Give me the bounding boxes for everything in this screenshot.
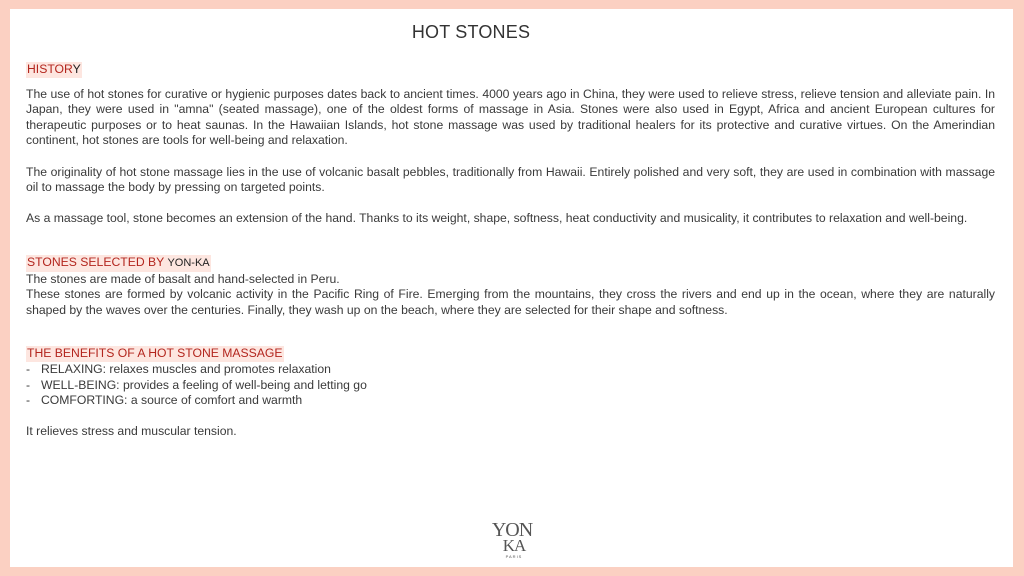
svg-text:YON: YON (491, 519, 533, 541)
benefits-heading: THE BENEFITS OF A HOT STONE MASSAGE (27, 346, 283, 361)
stones-line-2: These stones are formed by volcanic activity in the Pacific Ring of Fire. Emerging from the mountains, they cross the rivers and end up in the ocean, where they are naturally shaped by the waves over the centuries. Finally, they wash up on the beach, where they are selected for their shape and softness. (26, 287, 995, 317)
benefit-item-relaxing: - RELAXING: relaxes muscles and promotes relaxation (26, 362, 995, 378)
stones-heading-text: STONES SELECTED BY (27, 254, 168, 269)
benefit-item-comforting: - COMFORTING: a source of comfort and warmth (26, 393, 995, 409)
content (26, 62, 995, 440)
svg-text:PARIS: PARIS (505, 554, 523, 559)
history-heading-accent: Y (72, 62, 81, 76)
stones-heading (26, 255, 211, 272)
yonka-logo (487, 516, 537, 560)
history-paragraph-2: The originality of hot stone massage lies in the use of volcanic basalt pebbles, traditionally from Hawaii. Entirely polished and very soft, they are used in combination with massage oil to massage the body by pressing on targeted points. (26, 164, 995, 195)
history-paragraph-3: As a massage tool, stone becomes an extension of the hand. Thanks to its weight, shape, softness, heat conductivity and musicality, it contributes to relaxation and well-being. (26, 211, 968, 226)
history-heading-text: HISTOR (27, 62, 73, 76)
benefits-list (26, 362, 995, 409)
stones-line-1: The stones are made of basalt and hand-selected in Peru. (26, 271, 340, 286)
stones-heading-brand: YON-KA (167, 256, 210, 269)
history-paragraph-1: The use of hot stones for curative or hygienic purposes dates back to ancient times. 4000 years ago in China, they were used to relieve stress, relieve tension and alleviate pain. In Japan, they were used in "amna" (seated massage), one of the oldest forms of massage in Asia. Stones were also used in Egypt, Africa and ancient European cultures for therapeutic purposes or to heat saunas. In the Hawaiian Islands, hot stone massage was used by traditional healers for its protective and curative virtues. On the Amerindian continent, hot stones are tools for well-being and relaxation. (26, 86, 995, 148)
history-heading (26, 62, 82, 78)
benefits-closing: It relieves stress and muscular tension. (26, 424, 237, 439)
slide (10, 9, 1013, 567)
benefit-item-well-being: - WELL-BEING: provides a feeling of well-being and letting go (26, 378, 995, 394)
page-title: HOT STONES (411, 22, 531, 42)
svg-text:KA: KA (502, 536, 526, 555)
